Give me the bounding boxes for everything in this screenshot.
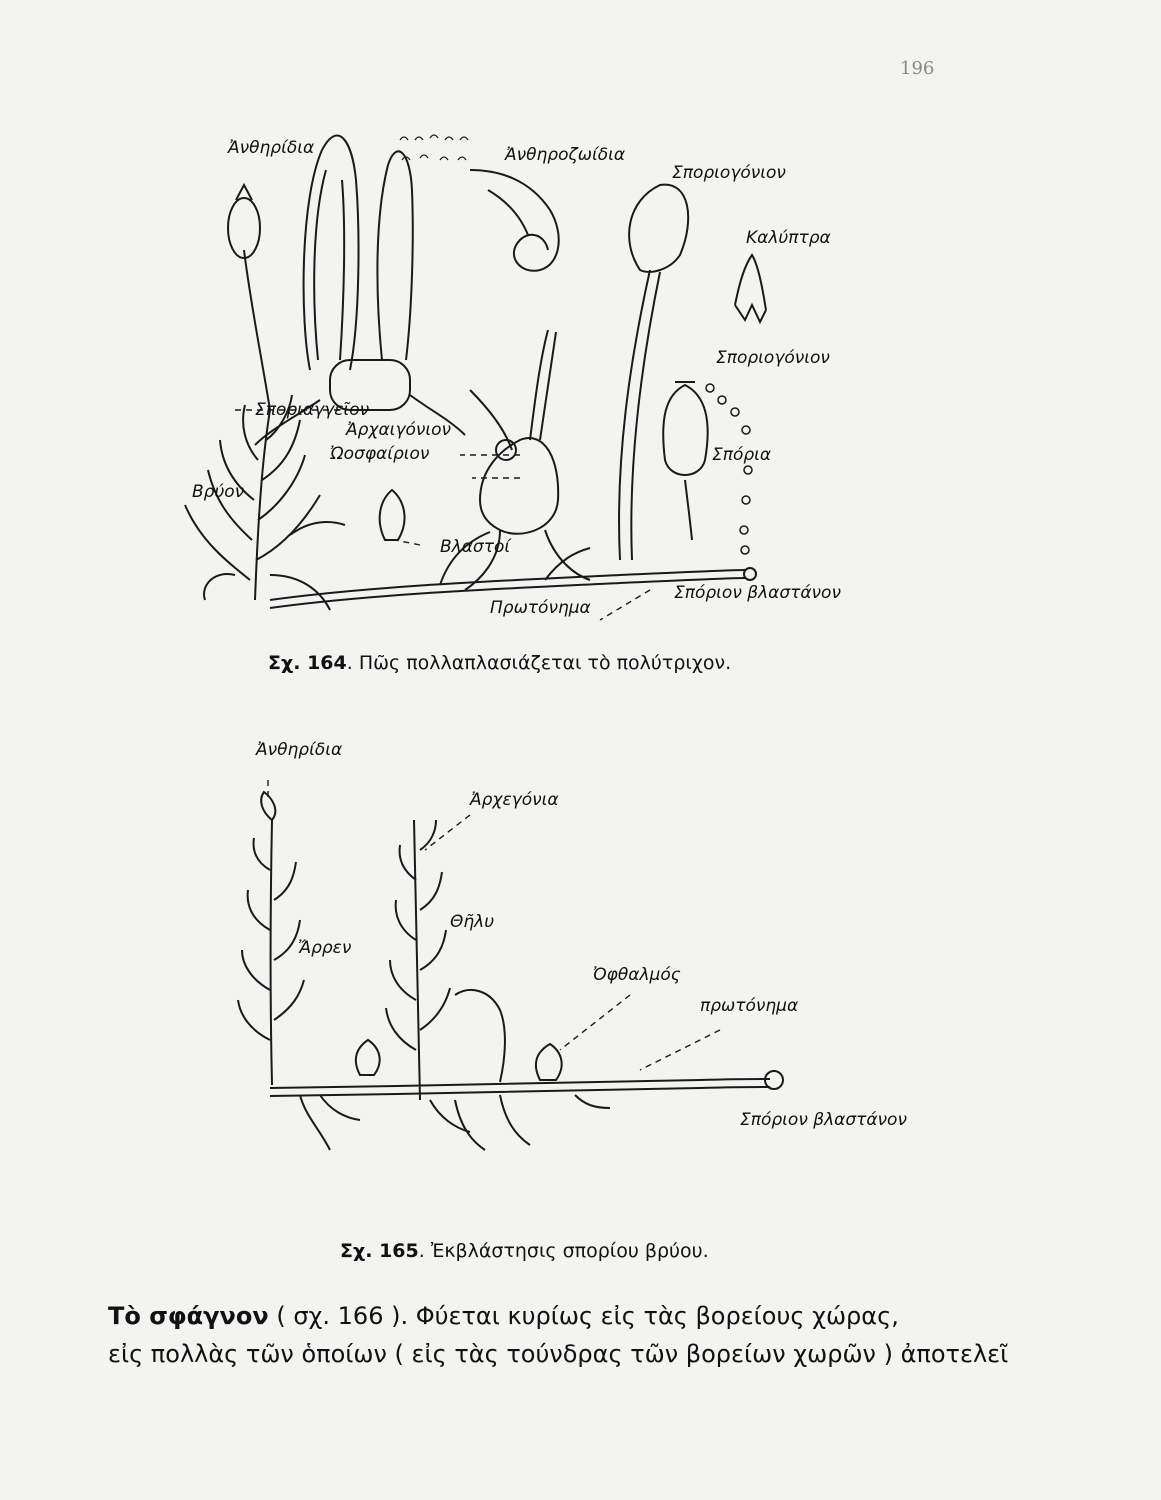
body-line-1-rest: ( σχ. 166 ). Φύεται κυρίως εἰς τὰς βορείους χώρας, — [268, 1302, 899, 1330]
caption-fig-165 — [340, 1240, 709, 1262]
antheridium-icon — [255, 136, 465, 445]
page-number: 196 — [900, 58, 935, 79]
antherozoids-icon — [400, 135, 468, 160]
calyptra-icon — [735, 255, 766, 322]
label-protonema-165: πρωτόνημα — [700, 996, 799, 1016]
body-line-2: εἰς πολλὰς τῶν ὁποίων ( εἰς τὰς τούνδρας τῶν βορείων χωρῶν ) ἀποτελεῖ — [108, 1340, 1009, 1368]
label-antherozoidia: Ἀνθηροζωίδια — [505, 145, 626, 165]
label-sporion-blastanon-165: Σπόριον βλαστάνον — [740, 1110, 907, 1130]
body-term-sfagnon: Τὸ σφάγνον — [108, 1302, 269, 1330]
label-thely: Θῆλυ — [450, 912, 495, 932]
label-ofthalmos: Ὀφθαλμός — [593, 965, 681, 985]
moss-plant-icon — [185, 185, 345, 610]
caption-fig-164-number: Σχ. 164 — [268, 652, 347, 674]
body-line-1 — [108, 1302, 978, 1330]
spores-icon — [706, 384, 752, 554]
label-archegonia: Ἀρχεγόνια — [470, 790, 559, 810]
caption-fig-164-text: . Πῶς πολλαπλασιάζεται τὸ πολύτριχον. — [346, 652, 732, 674]
label-blastoi: Βλαστοί — [440, 537, 511, 557]
label-oosphairion: Ὠοσφαίριον — [330, 444, 430, 464]
spore-capsule-icon — [663, 382, 707, 540]
rhizoids-icon — [300, 1095, 610, 1150]
female-plant-icon — [386, 820, 450, 1100]
label-antheridia-165: Ἀνθηρίδια — [256, 740, 343, 760]
caption-fig-165-text: . Ἐκβλάστησις σπορίου βρύου. — [418, 1240, 709, 1262]
label-arren: Ἄρρεν — [298, 938, 352, 958]
bud-icon — [356, 1040, 562, 1080]
label-antheridia: Ἀνθηρίδια — [228, 138, 315, 158]
label-sporogonion-mid: Σποριογόνιον — [716, 348, 830, 368]
antherozoid-icon — [470, 170, 559, 271]
label-sporion-blastanon: Σπόριον βλαστάνον — [674, 583, 841, 603]
label-sporogonion-top: Σποριογόνιον — [672, 163, 786, 183]
label-protonema: Πρωτόνημα — [490, 598, 591, 618]
label-archegonion: Ἀρχαιγόνιον — [346, 420, 452, 440]
male-plant-icon — [238, 792, 304, 1085]
label-sporia: Σπόρια — [712, 445, 772, 465]
caption-fig-165-number: Σχ. 165 — [340, 1240, 419, 1262]
bud-icon — [380, 490, 405, 540]
label-kalyptra: Καλύπτρα — [746, 228, 831, 248]
sporophyte-capsule-icon — [619, 185, 688, 560]
caption-fig-164 — [268, 652, 731, 674]
label-bryon: Βρύον — [192, 482, 245, 502]
label-sporangeion: Σποριαγγεῖον — [255, 400, 370, 420]
